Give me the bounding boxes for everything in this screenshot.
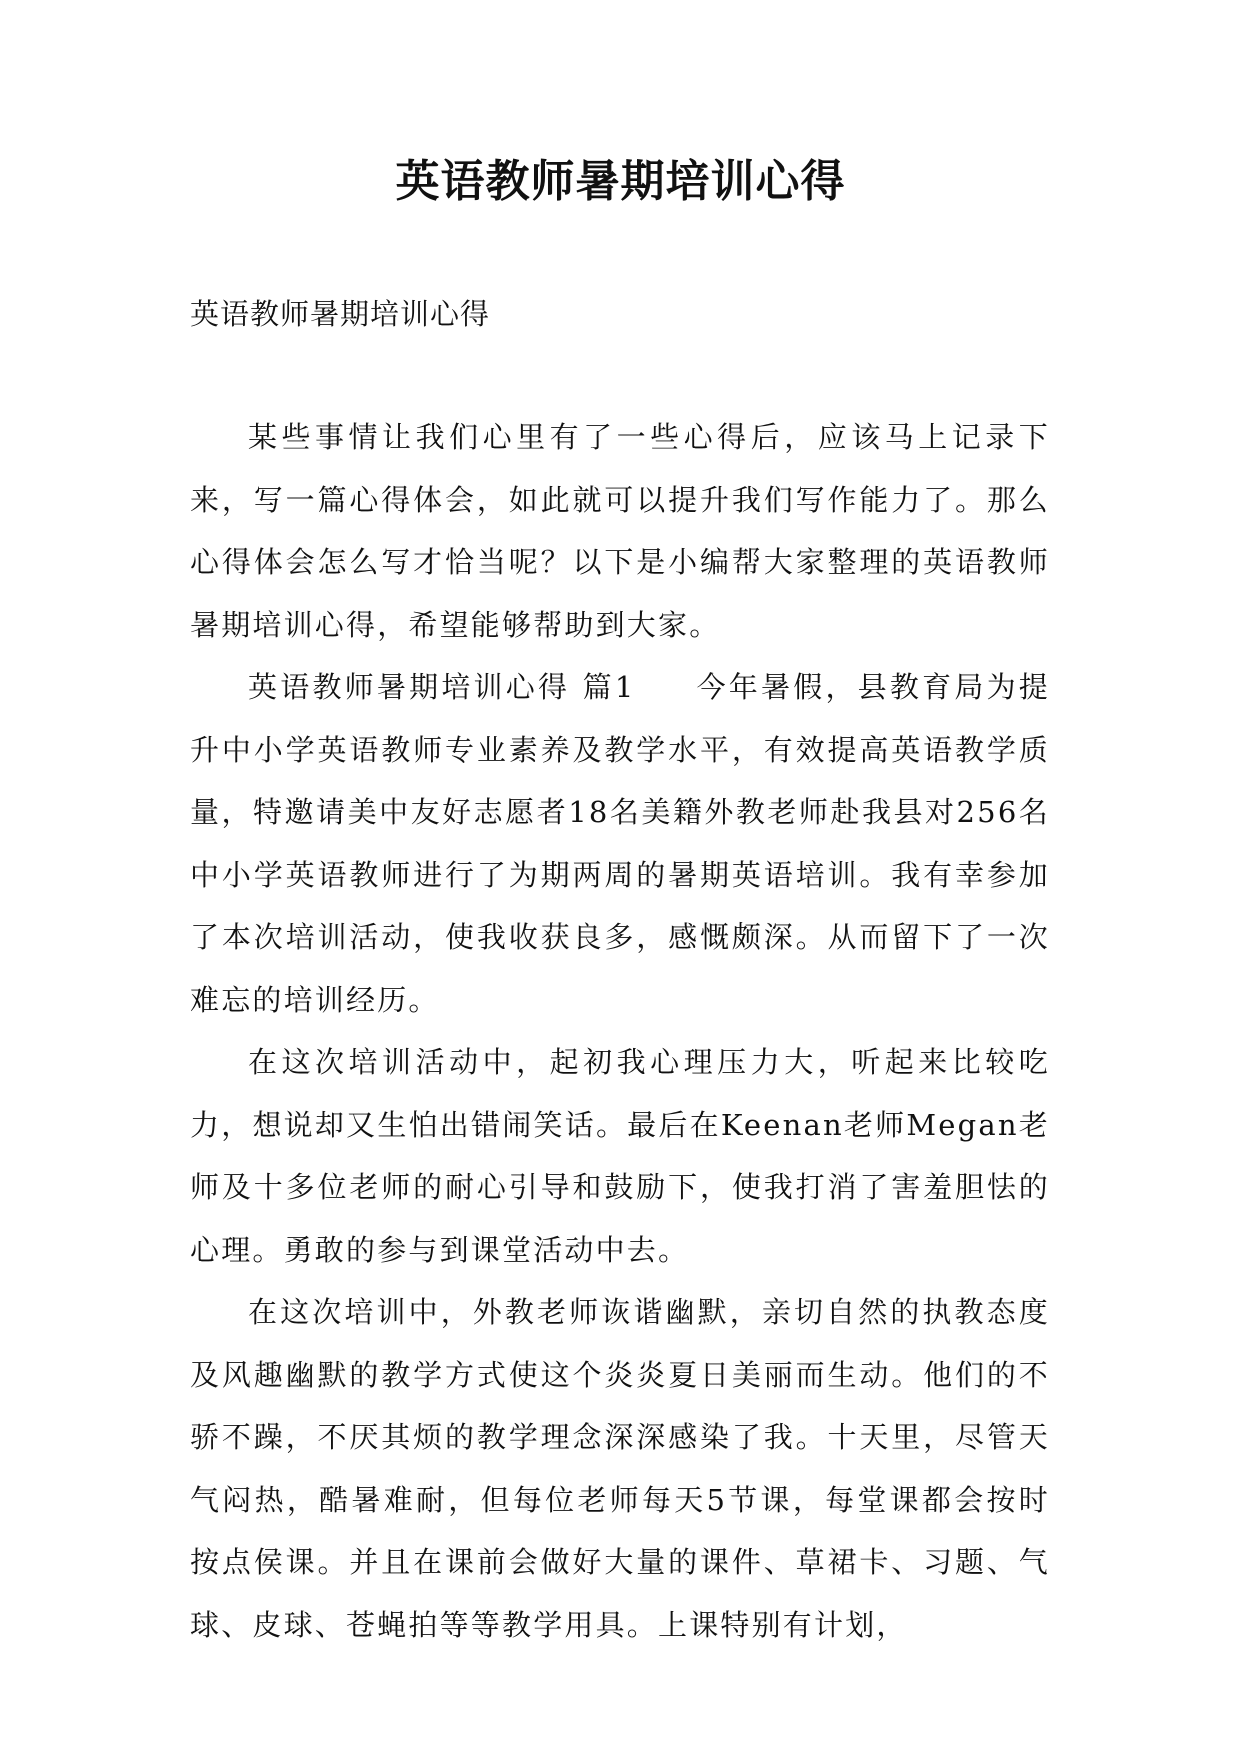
section1-paragraph-1 bbox=[190, 656, 1050, 1031]
section1-heading: 英语教师暑期培训心得 篇1 bbox=[248, 670, 636, 704]
intro-paragraph: 某些事情让我们心里有了一些心得后，应该马上记录下来，写一篇心得体会，如此就可以提升我们写作能力了。那么心得体会怎么写才恰当呢？以下是小编帮大家整理的英语教师暑期培训心得，希望能够帮助到大家。 bbox=[190, 420, 1050, 642]
document-subtitle: 英语教师暑期培训心得 bbox=[190, 297, 491, 331]
section1-paragraph-2: 在这次培训活动中，起初我心理压力大，听起来比较吃力，想说却又生怕出错闹笑话。最后在Keenan老师Megan老师及十多位老师的耐心引导和鼓励下，使我打消了害羞胆怯的心理。勇敢的参与到课堂活动中去。 bbox=[190, 1045, 1050, 1267]
document-title: 英语教师暑期培训心得 bbox=[395, 156, 846, 207]
document-body bbox=[190, 406, 1050, 1656]
section1-para1-text: 今年暑假，县教育局为提升中小学英语教师专业素养及教学水平，有效提高英语教学质量，特邀请美中友好志愿者18名美籍外教老师赴我县对256名中小学英语教师进行了为期两周的暑期英语培训。我有幸参加了本次培训活动，使我收获良多，感慨颇深。从而留下了一次难忘的培训经历。 bbox=[190, 670, 1050, 1017]
section1-paragraph-3: 在这次培训中，外教老师诙谐幽默，亲切自然的执教态度及风趣幽默的教学方式使这个炎炎夏日美丽而生动。他们的不骄不躁，不厌其烦的教学理念深深感染了我。十天里，尽管天气闷热，酷暑难耐，但每位老师每天5节课，每堂课都会按时按点侯课。并且在课前会做好大量的课件、草裙卡、习题、气球、皮球、苍蝇拍等等教学用具。上课特别有计划， bbox=[190, 1295, 1050, 1642]
